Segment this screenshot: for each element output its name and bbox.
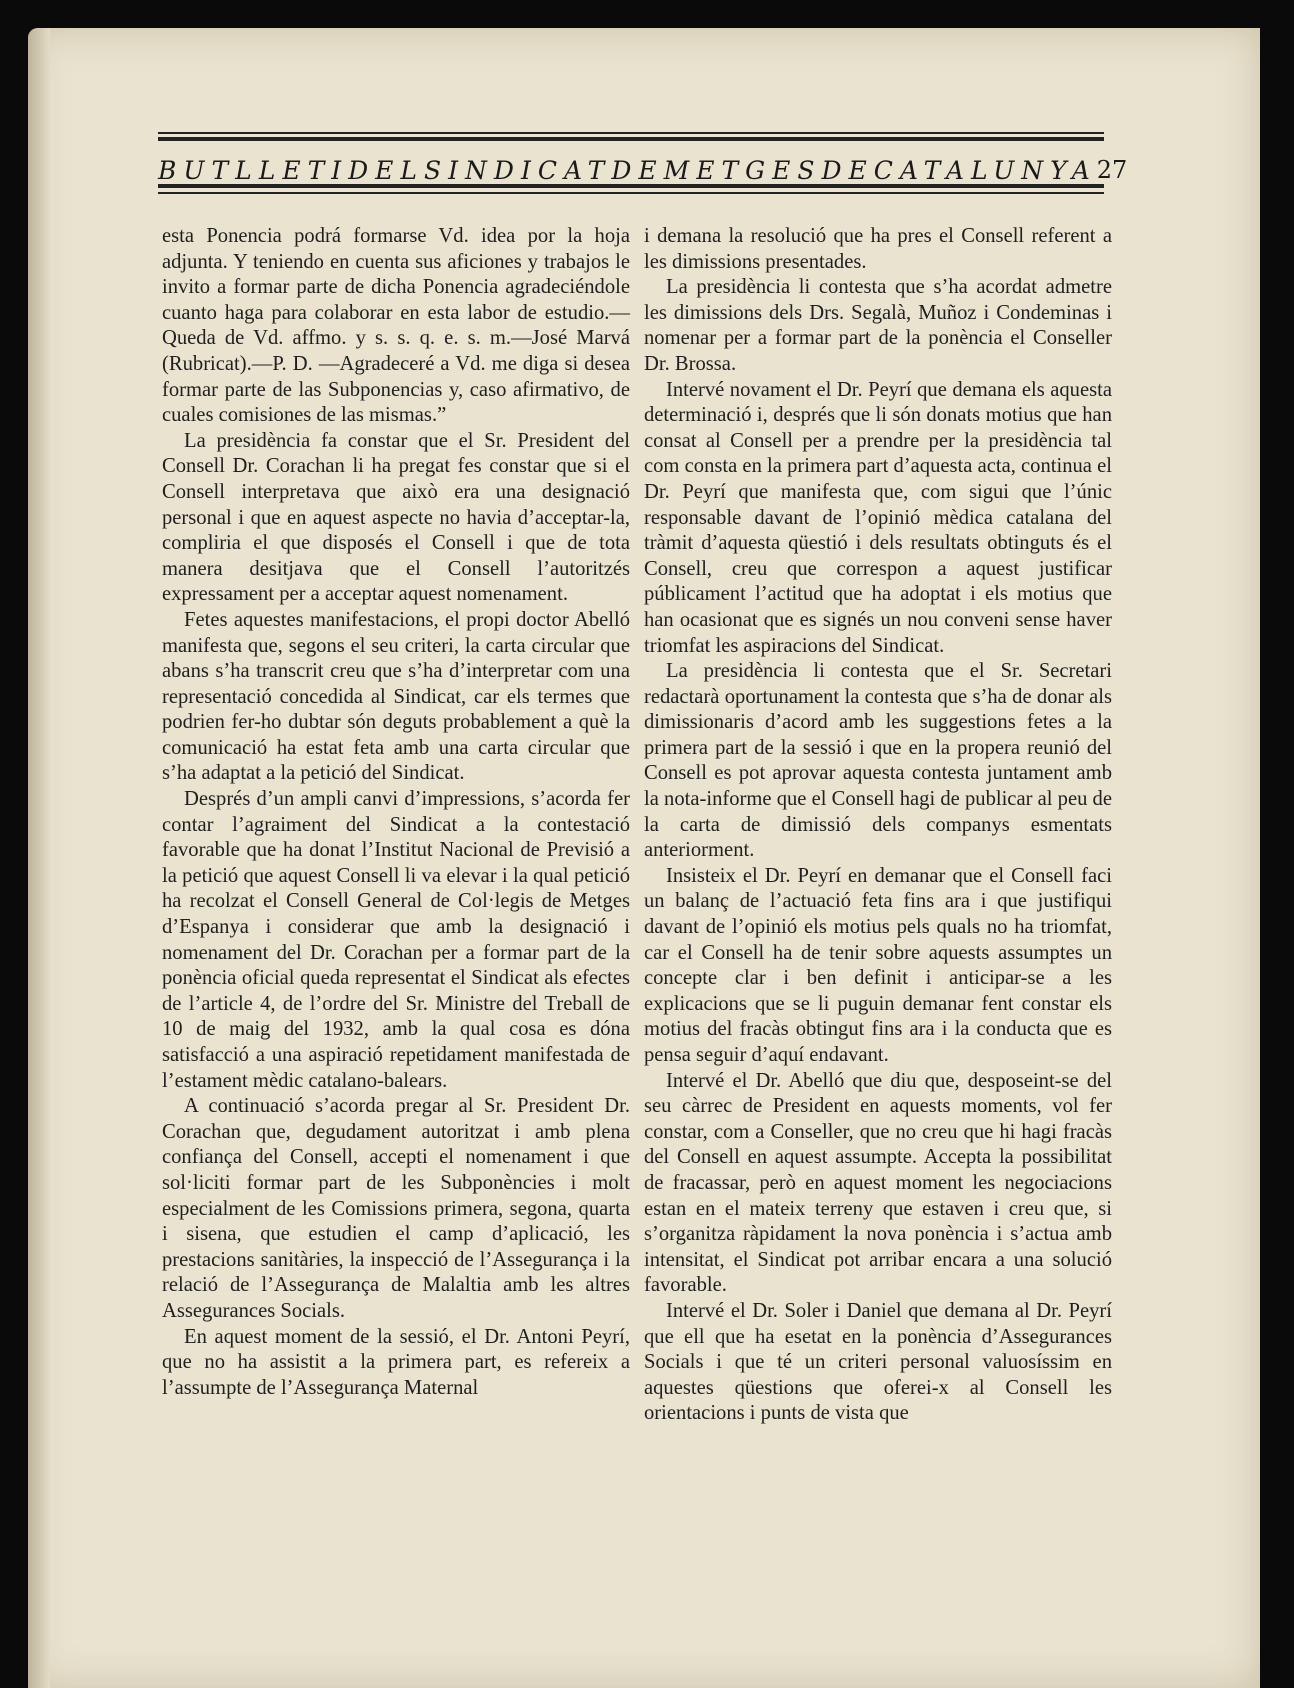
- header-rule-bottom-thick: [158, 184, 1104, 188]
- paragraph: Després d’un ampli canvi d’impressions, s’acorda fer contar l’agraiment del Sindicat a la contestació favorable que ha donat l’Institut Nacional de Previsió a la petició que aquest Consell li va elevar i la qual petició ha recolzat el Consell General de Col·legis de Metges d’Espanya i considerar que amb la designació i nomenament del Dr. Corachan per a formar part de la ponència oficial queda representat el Sindicat als efectes de l’article 4, de l’ordre del Sr. Ministre del Treball de 10 de maig del 1932, amb la qual cosa es dóna satisfacció a una aspiració repetidament manifestada de l’estament mèdic catalano-balears.: [162, 788, 630, 1092]
- paragraph: En aquest moment de la sessió, el Dr. Antoni Peyrí, que no ha assistit a la primera part, es refereix a l’assumpte de l’Assegurança Maternal: [162, 1325, 630, 1399]
- paragraph: Fetes aquestes manifestacions, el propi doctor Abelló manifesta que, segons el seu criteri, la carta circular que abans s’ha transcrit creu que s’ha d’interpretar com una representació concedida al Sindicat, car els termes que podrien fer-ho dubtar són deguts probablement a què la comunicació ha estat feta amb una carta circular que s’ha adaptat a la petició del Sindicat.: [162, 608, 630, 785]
- header-rule-top-thin: [158, 132, 1104, 134]
- header-word: CATALUNYA: [873, 155, 1097, 185]
- paragraph: Intervé el Dr. Soler i Daniel que demana al Dr. Peyrí que ell que ha esetat en la ponència d’Assegurances Socials i que té un criteri personal valuosíssim en aquestes qüestions que oferei-x al Consell les orientacions i punts de vista que: [644, 1299, 1112, 1425]
- paragraph: Intervé novament el Dr. Peyrí que demana els aquesta determinació i, després que li són donats motius que han consat al Consell per a prendre per la presidència tal com consta en la primera part d’aquesta acta, continua el Dr. Peyrí que manifesta que, com sigui que l’únic responsable davant de l’opinió mèdica catalana del tràmit d’aquesta qüestió i dels resultats obtinguts és el Consell, creu que correspon a aquest justificar públicament l’actitud que ha adoptat i els motius que han ocasionat que es signés un nou conveni sense haver triomfat les aspiracions del Sindicat.: [644, 378, 1112, 657]
- right-column: [644, 224, 1112, 1427]
- left-column: [162, 224, 630, 1401]
- paragraph: A continuació s’acorda pregar al Sr. President Dr. Corachan que, degudament autoritzat i amb plena confiança del Consell, accepti el nomenament i que sol·liciti formar part de les Subponències i molt especialment de les Comissions primera, segona, quarta i sisena, que estudien el camp d’aplicació, les prestacions sanitàries, la inspecció de l’Assegurança i la relació de l’Assegurança de Malaltia amb les altres Assegurances Socials.: [162, 1095, 630, 1322]
- paragraph: La presidència li contesta que s’ha acordat admetre les dimissions dels Drs. Segalà, Muñoz i Condeminas i nomenar per a formar part de la ponència el Conseller Dr. Brossa.: [644, 276, 1112, 375]
- page-binding-edge: [28, 28, 50, 1688]
- paragraph: Intervé el Dr. Abelló que diu que, desposeint-se del seu càrrec de President en aquests moments, vol fer constar, com a Conseller, que no creu que hi hagi fracàs del Consell en aquest assumpte. Accepta la possibilitat de fracassar, però en aquest moment les negociacions estan en el mateix terreny que estaven i creu que, si s’organitza ràpidament la nova ponència i s’actua amb intensitat, el Sindicat pot arribar encara a una solució favorable.: [644, 1069, 1112, 1297]
- header-word: DEL: [348, 155, 425, 185]
- paragraph: La presidència fa constar que el Sr. President del Consell Dr. Corachan li ha pregat fes constar que si el Consell interpretava que això era una designació personal i que en aquest aspecte no havia d’acceptar-la, compliria el que disposés el Consell i que de tota manera desitjava que el Consell l’autoritzés expressament per a acceptar aquest nomenament.: [162, 429, 630, 606]
- page-number: 27: [1096, 156, 1128, 184]
- header-word: METGES: [663, 155, 822, 185]
- paragraph: esta Ponencia podrá formarse Vd. idea por la hoja adjunta. Y teniendo en cuenta sus aficiones y trabajos le invito a formar parte de dicha Ponencia agradeciéndole cuanto haga para colaborar en esta labor de estudio.—Queda de Vd. affmo. y s. s. q. e. s. m.—José Marvá (Rubricat).—P. D. —Agradeceré a Vd. me diga si desea formar parte de las Subponencias y, caso afirmativo, de cuales comisiones de las mismas.”: [162, 225, 630, 427]
- paragraph: La presidència li contesta que el Sr. Secretari redactarà oportunament la contesta que s’ha de donar als dimissionaris d’acord amb les suggestions fetes a la primera part de la sessió i que en la propera reunió del Consell es pot aprovar aquesta contesta juntament amb la nota-informe que el Consell hagi de publicar al peu de la carta de dimissió dels companys esmentats anteriorment.: [644, 660, 1112, 862]
- paragraph: i demana la resolució que ha pres el Consell referent a les dimissions presentades.: [644, 225, 1112, 273]
- header-rule-bottom-thin: [158, 192, 1104, 194]
- header-rule-top-thick: [158, 137, 1104, 141]
- header-word: DE: [611, 155, 664, 185]
- paragraph: Insisteix el Dr. Peyrí en demanar que el Consell faci un balanç de l’actuació feta fins ara i que justifiqui davant de l’opinió els motius pels quals no ha triomfat, car el Consell ha de tenir sobre aquests assumptes un concepte clar i ben definit i anticipar-se a les explicacions que se li puguin demanar fent constar els motius del fracàs obtingut fins ara i la conducta que es pensa seguir d’aquí endavant.: [644, 864, 1112, 1066]
- header-word: DE: [821, 155, 874, 185]
- header-word: BUTLLETI: [158, 155, 349, 185]
- header-word: SINDICAT: [424, 155, 612, 185]
